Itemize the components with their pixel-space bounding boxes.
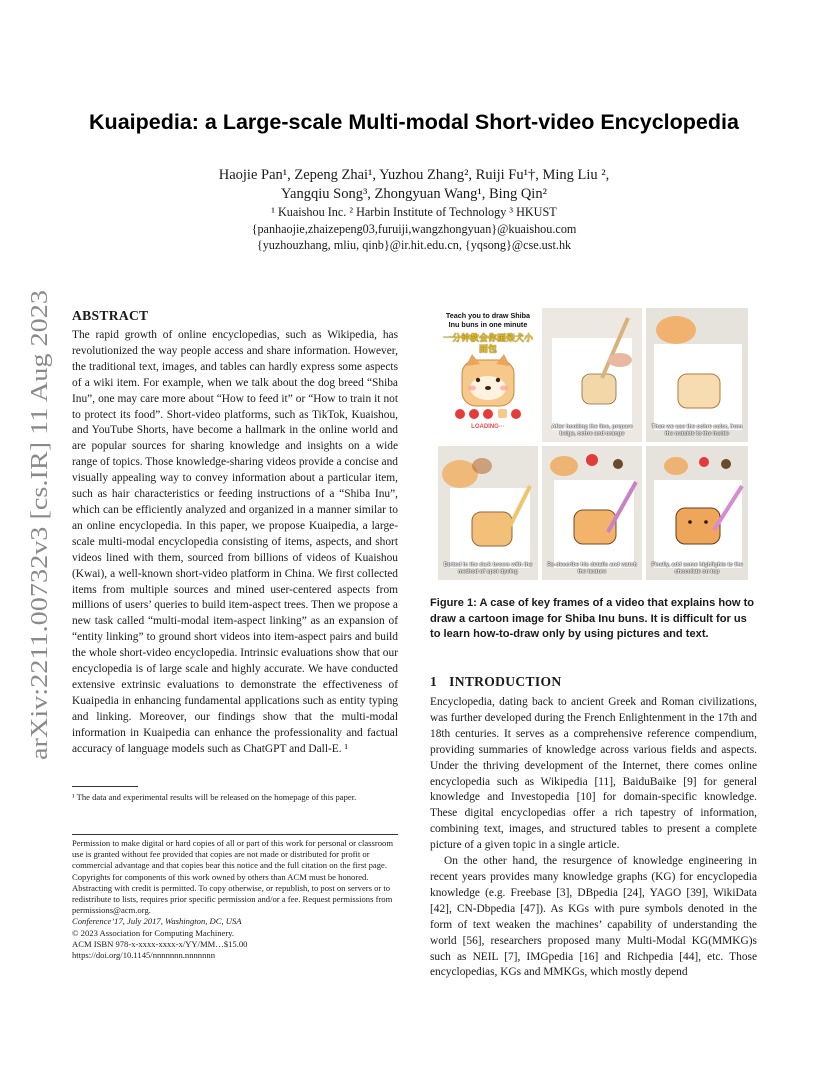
frame-6 — [646, 446, 748, 580]
footnote: ¹ The data and experimental results will be released on the homepage of this paper. — [72, 792, 357, 802]
permission-block — [72, 838, 398, 961]
conference-line: Conference’17, July 2017, Washington, DC, USA — [72, 916, 242, 927]
frame-6-drawing — [646, 446, 748, 580]
frame-2-drawing — [542, 308, 642, 442]
frame-6-caption: Finally, add some highlights to the chocolate on top — [651, 562, 743, 575]
permission-text: Permission to make digital or hard copies of all or part of this work for personal or classroom use is granted without fee provided that copies are not made or distributed for profit or commercial advantage and that copies bear this notice and the full citation on the first page. Copyrights for components of this work owned by others than ACM must be honored. Abstracting with credit is permitted. To copy otherwise, or republish, to post on servers or to redistribute to lists, requires prior specific permission and/or a fee. Request permissions from permissions@acm.org. — [72, 838, 393, 916]
arxiv-stamp — [17, 290, 57, 760]
copyright-line: © 2023 Association for Computing Machinery. — [72, 927, 235, 938]
figure-1-caption: Figure 1: A case of key frames of a video that explains how to draw a cartoon image for Shiba Inu buns. It is difficult for us to learn how-to-draw only by using pictures and text. — [430, 597, 755, 640]
frame-3-drawing — [646, 308, 748, 442]
abstract-text: The rapid growth of online encyclopedias, such as Wikipedia, has revolutionized the way people access and share information. However, the traditional text, images, and tables can hardly express some aspects of a wiki item. For example, when we talk about the dog breed “Shiba Inu”, one may care more about “How to feed it” or “How to train it not to protect its food”. Short-video platforms, such as TikTok, Kuaishou, and YouTube Shorts, have become a hallmark in the online world and are popular sources for sharing knowledge and insights on a wide range of topics. Those knowledge-sharing videos provide a concise and visually appealing way to convey information about a particular item, such as hair characteristics or feeding instructions of a “Shiba Inu”, which can be efficiently analyzed and organized in a manner similar to an online encyclopedia. In this paper, we propose Kuaipedia, a large-scale multi-modal encyclopedia consisting of items, aspects, and short videos lined with them, sourced from billions of videos of Kuaishou (Kwai), a well-known short-video platform in China. We first collected items from multiple sources and mined user-centered aspects from millions of users’ queries to build item-aspect trees. Then we propose a new task called “multi-modal item-aspect linking” as an expansion of “entity linking” to ground short videos into item-aspect pairs and build the whole short-video encyclopedia. Intrinsic evaluations show that our encyclopedia is of large scale and highly accurate. We have conducted extensive extrinsic evaluations to demonstrate the effectiveness of Kuaipedia in enhancing fundamental applications such as entity typing and linking. Moreover, our findings show that the multi-modal information in Kuaipedia can enhance the professionality and factual accuracy of language models such as ChatGPT and Dall-E. ¹ — [72, 329, 398, 755]
arxiv-stamp-text: arXiv:2211.00732v3 [cs.IR] 11 Aug 2023 — [27, 360, 53, 760]
isbn-line: ACM ISBN 978-x-xxxx-xxxx-x/YY/MM…$15.00 — [72, 938, 248, 949]
affiliations — [60, 204, 768, 254]
frame-5-drawing — [542, 446, 642, 580]
frame-1-chinese-title: 一分钟教会你画柴犬小面包 — [442, 334, 533, 355]
email-line-1: {panhaojie,zhaizepeng03,furuiji,wangzhongyuan}@kuaishou.com — [251, 221, 577, 236]
introduction-number: 1 — [430, 674, 438, 689]
introduction-section — [430, 674, 757, 981]
email-line-2: {yuzhouzhang, mliu, qinb}@ir.hit.edu.cn, {yqsong}@cse.ust.hk — [256, 238, 572, 252]
introduction-title: INTRODUCTION — [449, 674, 562, 689]
frame-1-title: Teach you to draw Shiba Inu buns in one minute — [445, 311, 531, 329]
authors-line-1: Haojie Pan¹, Zepeng Zhai¹, Yuzhou Zhang², Ruiji Fu¹†, Ming Liu ², — [218, 167, 610, 183]
abstract-section — [72, 308, 398, 757]
frame-5-caption: Re-describe his details and watch the texture — [547, 562, 637, 575]
authors-line-2: Yangqiu Song³, Zhongyuan Wang¹, Bing Qin² — [281, 186, 547, 202]
doi-line: https://doi.org/10.1145/nnnnnnn.nnnnnnn — [72, 950, 215, 961]
introduction-heading — [430, 674, 757, 690]
shiba-bun-illustration — [438, 308, 538, 442]
frame-5 — [542, 446, 642, 580]
frame-3-caption: Then we use the ochre color, from the outside to the inside — [651, 424, 743, 437]
figure-1 — [438, 308, 748, 580]
arxiv-stamp-svg — [17, 290, 57, 760]
frame-2-caption: After hooking the line, prepare beige, ochre and orange — [551, 424, 633, 437]
footnote-rule — [72, 786, 138, 787]
intro-paragraph-1: Encyclopedia, dating back to ancient Greek and Roman civilizations, was further developed during the French Enlightenment in the 17th and 18th centuries. It serves as a comprehensive reference compendium, providing summaries of knowledge across various fields and aspects. Under the thriving development of the Internet, there comes online encyclopedia such as Wikipedia [11], BaiduBaike [9] for general knowledge and Investopedia [10] for domain-specific knowledge. These digital encyclopedias offer a rich tapestry of information, combining text, images, and structured tables to present a complete picture of a given topic in a single article. — [430, 696, 757, 852]
paper-title: Kuaipedia: a Large-scale Multi-modal Short-video Encyclopedia — [89, 110, 739, 134]
frame-4-drawing — [438, 446, 538, 580]
author-list — [60, 166, 768, 204]
frame-4 — [438, 446, 538, 580]
frame-3 — [646, 308, 748, 442]
permission-rule — [72, 834, 398, 835]
affiliation-line: ¹ Kuaishou Inc. ² Harbin Institute of Technology ³ HKUST — [271, 205, 557, 219]
frame-1-title-card — [438, 308, 538, 442]
abstract-heading: ABSTRACT — [72, 308, 149, 323]
frame-2 — [542, 308, 642, 442]
intro-paragraph-2: On the other hand, the resurgence of knowledge engineering in recent years provides many knowledge graphs (KG) for encyclopedia knowledge (e.g. Freebase [3], DBpedia [24], YAGO [39], WikiData [42], CN-Dbpedia [47]). As KGs with pure symbols denoted in the form of text weaken the machines’ capability of understanding the world [56], researchers proposed many Multi-Modal KG(MMKG)s such as NEIL [7], IMGpedia [16] and Richpedia [44], etc. Those encyclopedias, KGs and MMKGs, which mostly depend — [430, 855, 757, 979]
frame-1-loading: LOADING··· — [471, 424, 505, 430]
frame-4-caption: Dotted in the dark brown with the method of spot dyeing — [443, 562, 533, 575]
